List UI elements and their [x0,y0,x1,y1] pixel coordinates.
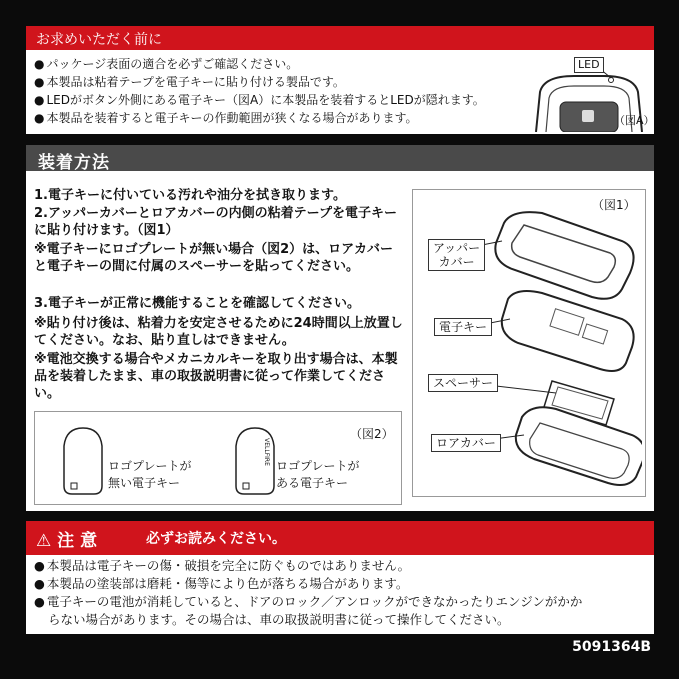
pre-purchase-bullet [34,92,485,108]
caution-title: ⚠ 注 意 [36,531,98,551]
caution-bullet [34,594,646,610]
bullet-text: 本製品の塗装部は磨耗・傷等により色が落ちる場合があります。 [46,576,409,591]
install-note: ※貼り付け後は、粘着力を安定させるために24時間以上放置してください。なお、貼り直しはできません。 [34,316,403,348]
caution-subtitle: 必ずお読みください。 [146,531,286,547]
bullet-dot: ● [34,594,45,609]
bullet-dot: ● [34,558,45,573]
bullet-dot: ● [34,93,45,107]
bullet-dot: ● [34,57,45,71]
figure-1-exploded-view [482,203,642,493]
upper-cover-label: アッパー カバー [428,239,485,271]
key-without-logo-icon [58,426,108,496]
bullet-text: パッケージ表面の適合を必ずご確認ください。 [46,57,299,71]
key-label: 電子キー [434,318,492,336]
bullet-dot: ● [34,75,45,89]
led-label: LED [574,57,604,73]
caution-header-bar [26,521,654,555]
with-logo-caption: ロゴプレートが ある電子キー [276,459,360,490]
figure-1-caption: （図1） [592,198,636,212]
bullet-text: 本製品を装着すると電子キーの作動範囲が狭くなる場合があります。 [46,111,418,125]
caution-bullet [34,558,646,574]
installation-panel [26,145,654,511]
caution-panel [26,521,654,634]
key-with-logo-icon [230,426,280,496]
bullet-dot: ● [34,111,45,125]
figure-2-caption: （図2） [350,427,394,441]
bullet-text: 本製品は電子キーの傷・破損を完全に防ぐものではありません。 [46,558,411,573]
logo-plate-text: VELLFIRE [263,438,270,466]
lower-cover-label: ロアカバー [431,434,501,452]
pre-purchase-header-bar [26,26,654,50]
install-step: 2.アッパーカバーとロアカバーの内側の粘着テープを電子キーに貼り付けます。（図1） [34,206,398,238]
no-logo-caption: ロゴプレートが 無い電子キー [108,459,192,490]
pre-purchase-bullet [34,110,418,126]
bullet-text: 本製品は粘着テープを電子キーに貼り付ける製品です。 [46,75,345,89]
pre-purchase-panel [26,26,654,134]
spacer-label: スペーサー [428,374,498,392]
installation-header-bar [26,145,654,171]
installation-header: 装着方法 [38,153,110,173]
install-note: ※電池交換する場合やメカニカルキーを取り出す場合は、本製品を装着したまま、車の取扱説明書に従って作業してください。 [34,352,398,401]
caution-bullet [34,576,646,592]
pre-purchase-bullet [34,74,345,90]
bullet-dot: ● [34,576,45,591]
pre-purchase-bullet [34,56,298,72]
bullet-text: 電子キーの電池が消耗していると、ドアのロック／アンロックができなかったりエンジンがかか [46,594,583,609]
product-code: 5091364B [572,639,651,655]
install-step: 1.電子キーに付いている汚れや油分を拭き取ります。 [34,188,346,203]
install-note: ※電子キーにロゴプレートが無い場合（図2）は、ロアカバーと電子キーの間に付属のスペーサーを貼ってください。 [34,242,394,274]
pre-purchase-header: お求めいただく前に [36,32,162,48]
bullet-text: LEDがボタン外側にある電子キー（図A）に本製品を装着するとLEDが隠れます。 [46,93,485,107]
figure-a-caption: （図A） [614,114,655,127]
install-step: 3.電子キーが正常に機能することを確認してください。 [34,296,360,311]
caution-bullet-continuation: らない場合があります。その場合は、車の取扱説明書に従って操作してください。 [48,612,510,627]
